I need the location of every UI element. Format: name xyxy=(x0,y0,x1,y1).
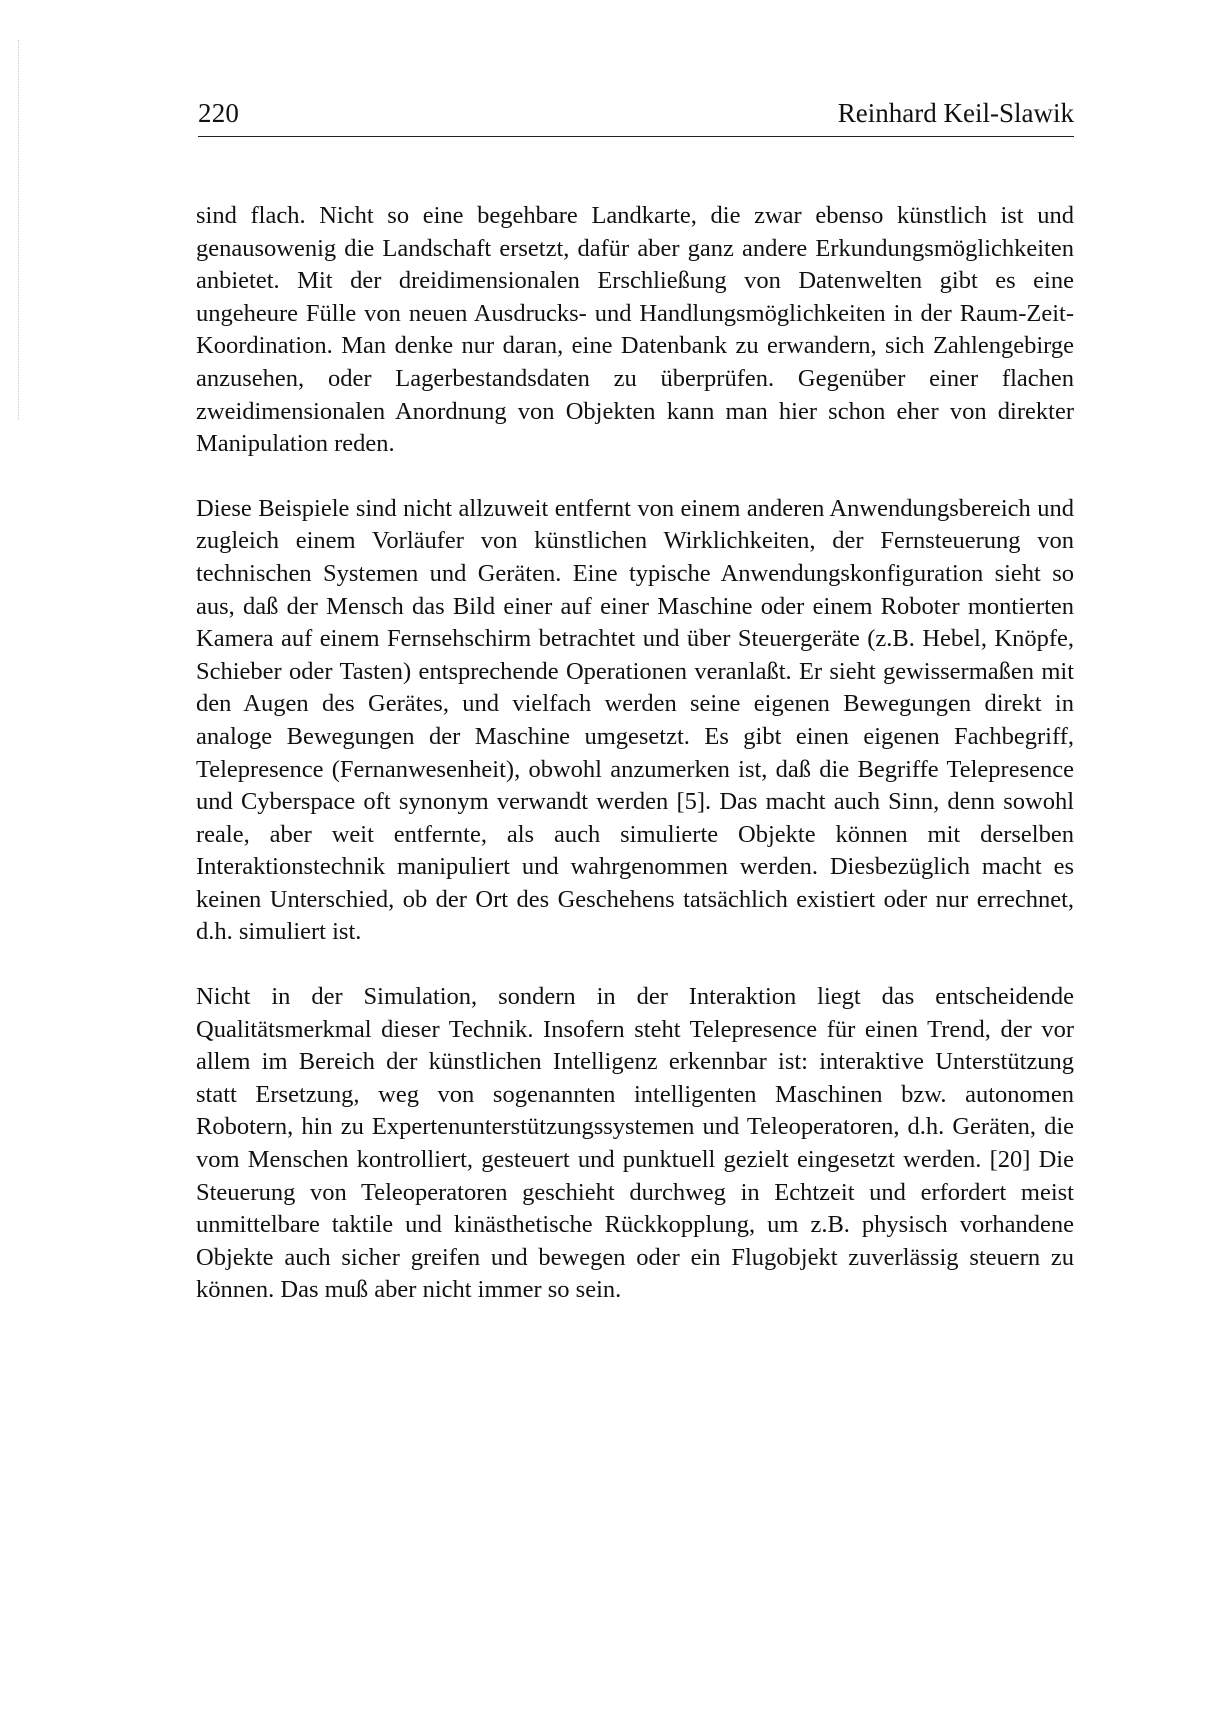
paragraph-2: Diese Beispiele sind nicht allzuweit entfernt von einem anderen Anwendungsbereich und zugleich einem Vorläufer von künstlichen Wirklichkeiten, der Fernsteuerung von technischen Systemen und Geräten. Eine typische Anwendungskonfiguration sieht so aus, daß der Mensch das Bild einer auf einer Maschine oder einem Roboter montierten Kamera auf einem Fernsehschirm betrachtet und über Steuergeräte (z.B. Hebel, Knöpfe, Schieber oder Tasten) entsprechende Operationen veranlaßt. Er sieht gewissermaßen mit den Augen des Gerätes, und vielfach werden seine eigenen Bewegungen direkt in analoge Bewegungen der Maschine umgesetzt. Es gibt einen eigenen Fachbegriff, Telepresence (Fernanwesenheit), obwohl anzumerken ist, daß die Begriffe Telepresence und Cyberspace oft synonym verwandt werden [5]. Das macht auch Sinn, denn sowohl reale, aber weit entfernte, als auch simulierte Objekte können mit derselben Interaktionstechnik manipuliert und wahrgenommen werden. Diesbezüglich macht es keinen Unterschied, ob der Ort des Geschehens tatsächlich existiert oder nur errechnet, d.h. simuliert ist. xyxy=(196,494,1074,946)
body-text xyxy=(196,200,1074,1339)
running-header xyxy=(198,96,1074,137)
paragraph-3: Nicht in der Simulation, sondern in der Interaktion liegt das entscheidende Qualitätsmerkmal dieser Technik. Insofern steht Telepresence für einen Trend, der vor allem im Bereich der künstlichen Intelligenz erkennbar ist: interaktive Unterstützung statt Ersetzung, weg von sogenannten intelligenten Maschinen bzw. autonomen Robotern, hin zu Expertenunterstützungssystemen und Teleoperatoren, d.h. Geräten, die vom Menschen kontrolliert, gesteuert und punktuell gezielt eingesetzt werden. [20] Die Steuerung von Teleoperatoren geschieht durchweg in Echtzeit und erfordert meist unmittelbare taktile und kinästhetische Rückkopplung, um z.B. physisch vorhandene Objekte auch sicher greifen und bewegen oder ein Flugobjekt zuverlässig steuern zu können. Das muß aber nicht immer so sein. xyxy=(196,983,1074,1304)
paragraph-1: sind flach. Nicht so eine begehbare Landkarte, die zwar ebenso künstlich ist und genausowenig die Landschaft ersetzt, dafür aber ganz andere Erkundungsmöglichkeiten anbietet. Mit der dreidimensionalen Erschließung von Datenwelten gibt es eine ungeheure Fülle von neuen Ausdrucks- und Handlungsmöglichkeiten in der Raum-Zeit- Koordination. Man denke nur daran, eine Datenbank zu erwandern, sich Zahlengebirge anzusehen, oder Lagerbestandsdaten zu überprüfen. Gegenüber einer flachen zweidimensionalen Anordnung von Objekten kann man hier schon eher von direkter Manipulation reden. xyxy=(196,202,1074,458)
page-number: 220 xyxy=(198,98,240,128)
scan-margin-marks xyxy=(18,40,23,420)
running-header-author: Reinhard Keil-Slawik xyxy=(837,98,1074,128)
